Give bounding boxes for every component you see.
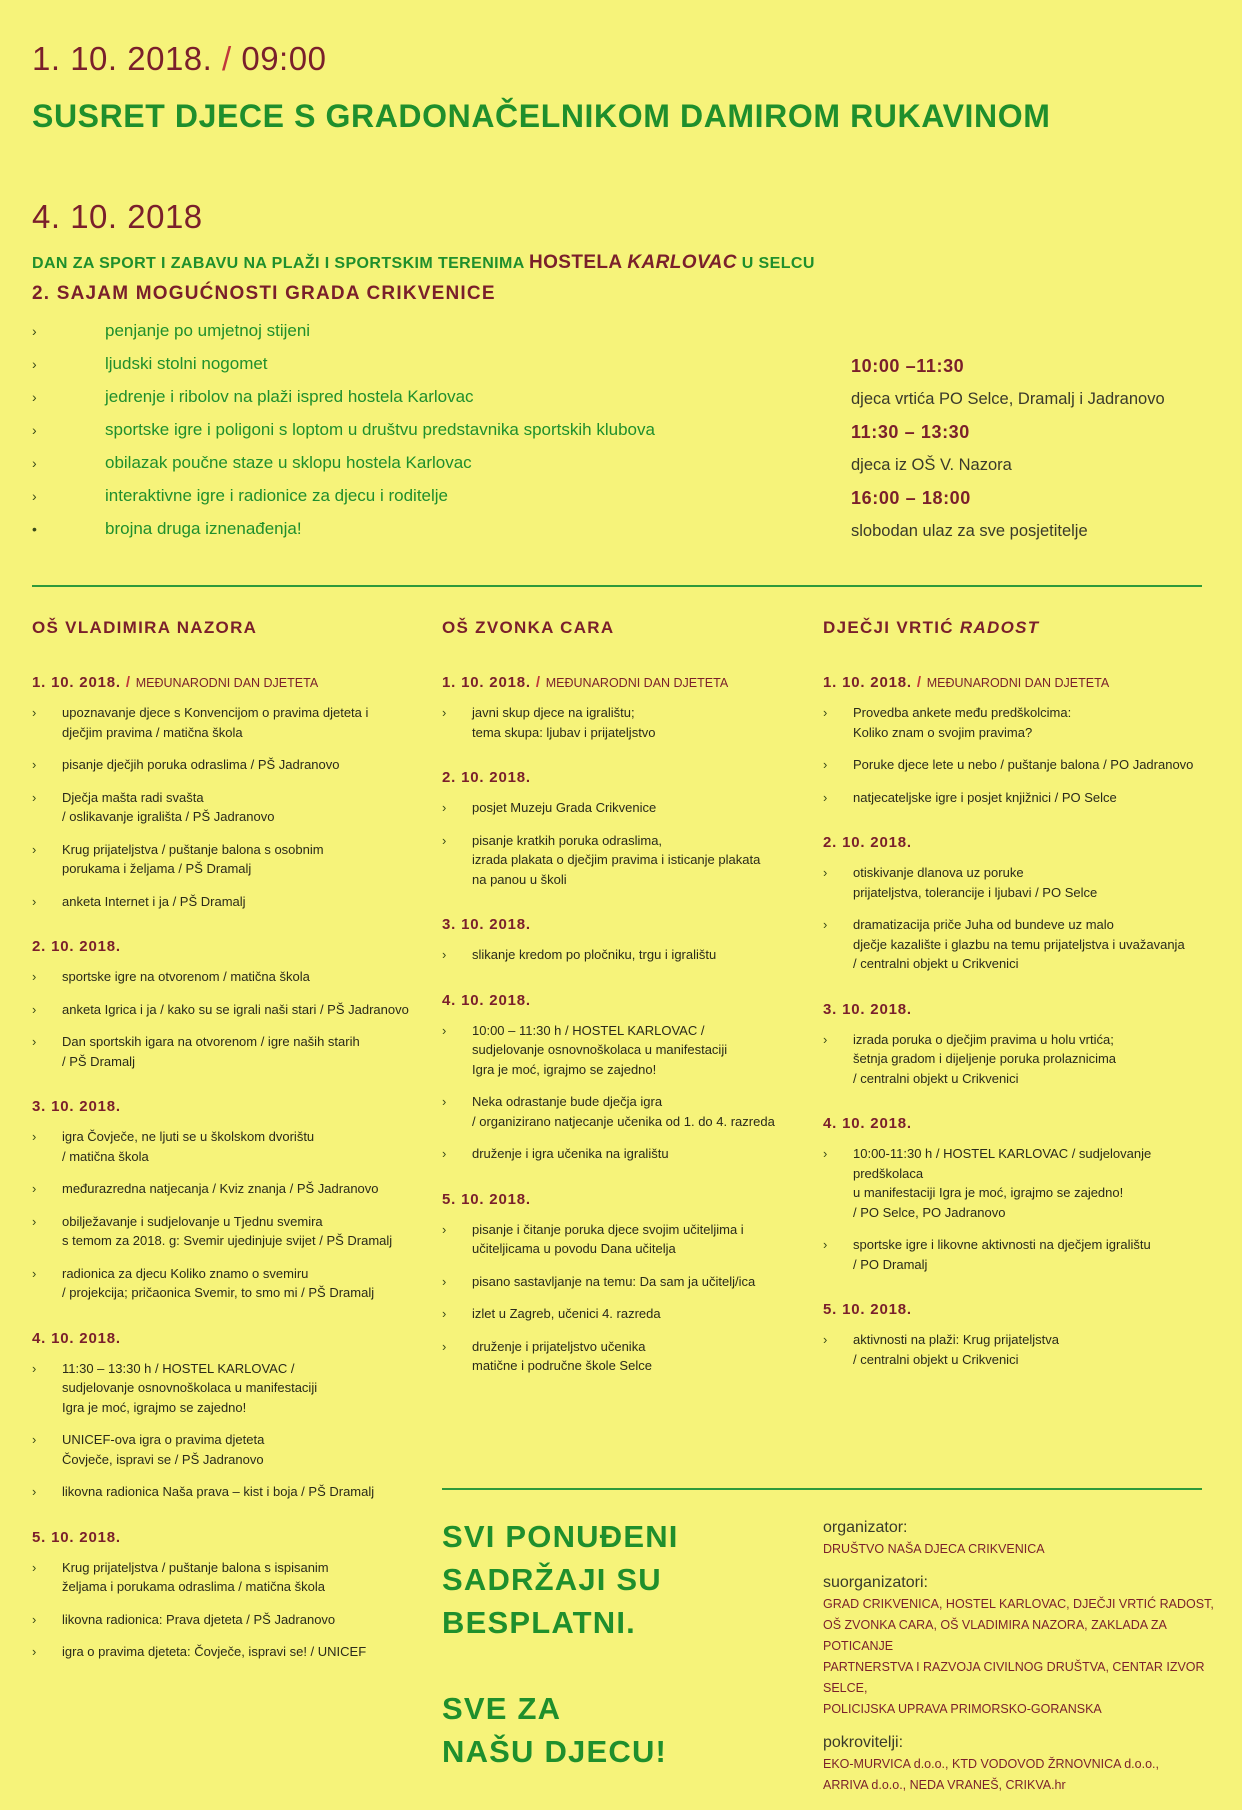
program-item (823, 1030, 1223, 1089)
column-title-text: OŠ ZVONKA CARA (442, 618, 615, 637)
program-item-text: anketa Internet i ja / PŠ Dramalj (62, 893, 246, 909)
program-item-text: 10:00-11:30 h / HOSTEL KARLOVAC / sudjelovanje predškolaca u manifestaciji Igra je moć, igrajmo se zajedno! / PO Selce, PO Jadranovo (853, 1146, 1152, 1220)
program-item (32, 1359, 409, 1418)
chevron-right-icon: › (32, 841, 37, 857)
slash-separator: / (125, 674, 131, 691)
day-subtitle: MEĐUNARODNI DAN DJETETA (135, 676, 319, 690)
program-item-text: upoznavanje djece s Konvencijom o pravima djeteta i dječjim pravima / matična škola (62, 705, 369, 740)
activity-item (32, 380, 655, 413)
program-item-text: 11:30 – 13:30 h / HOSTEL KARLOVAC / sudjelovanje osnovnoškolaca u manifestaciji Igra je moć, igrajmo se zajedno! (62, 1360, 318, 1415)
schedule-time: 10:00 –11:30 (851, 356, 965, 376)
program-item (442, 1144, 775, 1164)
chevron-right-icon: › (32, 1432, 37, 1447)
organizers-block (823, 1519, 1223, 1810)
bullet-icon: › (32, 322, 37, 339)
chevron-right-icon: › (823, 1146, 828, 1161)
program-item (442, 703, 775, 742)
program-item (32, 1000, 409, 1020)
program-item (32, 1642, 409, 1662)
program-item (32, 967, 409, 987)
day-date: 2. 10. 2018. (32, 938, 121, 955)
program-item (823, 863, 1223, 902)
chevron-right-icon: › (442, 832, 447, 848)
day-date: 5. 10. 2018. (32, 1528, 121, 1546)
column-os-zvonka-cara (442, 618, 802, 1373)
program-item-text: posjet Muzeju Grada Crikvenice (472, 800, 657, 815)
bullet-icon: • (32, 520, 37, 537)
day-date: 1. 10. 2018. (442, 674, 531, 691)
day-heading (32, 674, 409, 691)
chevron-right-icon: › (32, 1611, 37, 1627)
schedule-block (851, 350, 1221, 548)
program-item (823, 1235, 1223, 1274)
activity-text: penjanje po umjetnoj stijeni (105, 320, 311, 340)
chevron-right-icon: › (32, 1644, 37, 1659)
day-date: 5. 10. 2018. (823, 1301, 912, 1318)
program-item-text: Provedba ankete među predškolcima: Koliko znam o svojim pravima? (853, 705, 1072, 740)
day-date: 5. 10. 2018. (442, 1190, 531, 1208)
chevron-right-icon: › (32, 1034, 37, 1049)
chevron-right-icon: › (32, 893, 37, 909)
program-item (32, 1264, 409, 1303)
day-heading (32, 938, 409, 955)
chevron-right-icon: › (823, 1332, 828, 1347)
day-date: 4. 10. 2018. (442, 991, 531, 1009)
chevron-right-icon: › (442, 1306, 447, 1321)
day-date: 4. 10. 2018. (823, 1115, 912, 1132)
day-gap (442, 1177, 775, 1191)
program-item (32, 1179, 409, 1199)
chevron-right-icon: › (823, 917, 828, 932)
program-item (32, 755, 409, 775)
day-date: 3. 10. 2018. (442, 916, 531, 933)
program-item (32, 1032, 409, 1071)
program-item (823, 755, 1223, 775)
event-date-2: 4. 10. 2018 (32, 198, 203, 235)
activity-text: sportske igre i poligoni s loptom u društvu predstavnika sportskih klubova (105, 419, 655, 439)
chevron-right-icon: › (32, 789, 37, 805)
bullet-icon: › (32, 388, 37, 405)
day-date: 3. 10. 2018. (823, 1000, 912, 1018)
schedule-time: 11:30 – 13:30 (851, 422, 970, 442)
program-item-text: anketa Igrica i ja / kako su se igrali naši stari / PŠ Jadranovo (62, 1001, 409, 1017)
activity-item (32, 479, 655, 512)
program-item (442, 831, 775, 890)
program-item-text: pisanje dječjih poruka odraslima / PŠ Jadranovo (62, 757, 340, 772)
activity-item (32, 413, 655, 446)
coorganizers-text: GRAD CRIKVENICA, HOSTEL KARLOVAC, DJEČJI VRTIĆ RADOST, OŠ ZVONKA CARA, OŠ VLADIMIRA NAZORA, ZAKLADA ZA POTICANJE PARTNERSTVA I RAZVOJA CIVILNOG DRUŠTVA, CENTAR IZVOR SELCE, POLICIJSKA UPRAVA PRIMORSKO-GORANSKA (823, 1597, 1214, 1716)
bullet-icon: › (32, 355, 37, 372)
program-item (32, 1127, 409, 1166)
day-heading (442, 1191, 775, 1208)
chevron-right-icon: › (823, 789, 828, 805)
chevron-right-icon: › (823, 757, 828, 772)
program-item-text: aktivnosti na plaži: Krug prijateljstva / centralni objekt u Crikvenici (853, 1332, 1059, 1367)
program-item-text: pisanje kratkih poruka odraslima, izrada plakata o dječjim pravima i isticanje plakata na panou u školi (472, 832, 761, 887)
program-item (32, 1558, 409, 1597)
chevron-right-icon: › (442, 1022, 447, 1038)
program-item (32, 1212, 409, 1251)
program-item-text: UNICEF-ova igra o pravima djeteta Čovječe, ispravi se / PŠ Jadranovo (62, 1432, 265, 1467)
program-item-text: likovna radionica Naša prava – kist i boja / PŠ Dramalj (62, 1484, 375, 1499)
program-item-text: Dan sportskih igara na otvorenom / igre naših starih / PŠ Dramalj (62, 1034, 360, 1069)
program-item (442, 1220, 775, 1259)
column-djecji-vrtic-radost (823, 618, 1223, 1367)
program-item (32, 1610, 409, 1630)
chevron-right-icon: › (442, 947, 447, 962)
day-gap (823, 1101, 1223, 1115)
program-item-text: sportske igre i likovne aktivnosti na dječjem igralištu / PO Dramalj (853, 1237, 1151, 1272)
day-heading (32, 1330, 409, 1347)
program-item-text: obilježavanje i sudjelovanje u Tjednu svemira s temom za 2018. g: Svemir ujedinjuje svijet / PŠ Dramalj (62, 1213, 393, 1248)
program-item (823, 915, 1223, 974)
activity-text: obilazak poučne staze u sklopu hostela Karlovac (105, 452, 472, 472)
day-gap (32, 1316, 409, 1330)
activity-list (32, 314, 655, 545)
day-date: 3. 10. 2018. (32, 1098, 121, 1115)
activity-item (32, 347, 655, 380)
program-item-text: Neka odrastanje bude dječja igra / organizirano natjecanje učenika od 1. do 4. razreda (472, 1094, 775, 1129)
activity-text: ljudski stolni nogomet (105, 353, 268, 373)
chevron-right-icon: › (32, 1181, 37, 1196)
day-heading (823, 1301, 1223, 1318)
divider-bottom (442, 1488, 1202, 1490)
program-item-text: 10:00 – 11:30 h / HOSTEL KARLOVAC / sudjelovanje osnovnoškolaca u manifestaciji Igra je moć, igrajmo se zajedno! (472, 1022, 728, 1077)
column-title (32, 618, 412, 648)
day-heading (823, 674, 1223, 691)
day-gap (442, 755, 775, 769)
program-item-text: Krug prijateljstva / puštanje balona s osobnim porukama i željama / PŠ Dramalj (62, 841, 324, 876)
chevron-right-icon: › (32, 1001, 37, 1017)
column-title (442, 618, 802, 648)
day-heading (823, 1001, 1223, 1018)
chevron-right-icon: › (442, 1221, 447, 1237)
activity-item (32, 446, 655, 479)
program-item-text: natjecateljske igre i posjet knjižnici / PO Selce (853, 789, 1117, 805)
day-gap (32, 1084, 409, 1098)
column-title (823, 618, 1223, 648)
program-item (32, 703, 409, 742)
program-item-text: Krug prijateljstva / puštanje balona s ispisanim željama i porukama odraslima / matična škola (62, 1559, 329, 1594)
activity-text: interaktivne igre i radionice za djecu i roditelje (105, 485, 449, 505)
day-heading (442, 769, 775, 786)
day-gap (823, 1287, 1223, 1301)
day-gap (442, 978, 775, 992)
program-item-text: pisanje i čitanje poruka djece svojim učiteljima i učiteljicama u povodu Dana učitelja (472, 1221, 744, 1256)
program-item-text: igra o pravima djeteta: Čovječe, ispravi se! / UNICEF (62, 1644, 367, 1659)
bullet-icon: › (32, 421, 37, 438)
coorganizers-label: suorganizatori: (823, 1574, 928, 1591)
program-item (32, 1482, 409, 1502)
column-os-vladimira-nazora (32, 618, 412, 1659)
chevron-right-icon: › (32, 1265, 37, 1281)
program-item (442, 1092, 775, 1131)
program-item-text: izrada poruka o dječjim pravima u holu vrtića; šetnja gradom i dijeljenje poruka prolaznicima / centralni objekt u Crikvenici (853, 1031, 1117, 1086)
chevron-right-icon: › (442, 1273, 447, 1289)
day-heading (823, 1115, 1223, 1132)
program-item-text: izlet u Zagreb, učenici 4. razreda (472, 1306, 661, 1321)
organizer-label: organizator: (823, 1519, 908, 1536)
day-date: 1. 10. 2018. (823, 674, 912, 691)
program-item (442, 1304, 775, 1324)
chevron-right-icon: › (823, 1031, 828, 1047)
column-entries (823, 674, 1223, 1382)
chevron-right-icon: › (32, 1213, 37, 1229)
column-entries (32, 674, 409, 1675)
bullet-icon: › (32, 454, 37, 471)
bullet-icon: › (32, 487, 37, 504)
program-item-text: otiskivanje dlanova uz poruke prijateljstva, tolerancije i ljubavi / PO Selce (853, 865, 1098, 900)
program-item (442, 1337, 775, 1376)
day-gap (32, 924, 409, 938)
program-item (823, 788, 1223, 808)
slash-separator: / (535, 674, 541, 691)
program-item-text: slikanje kredom po pločniku, trgu i igralištu (472, 947, 717, 962)
divider-top (32, 585, 1202, 587)
program-item (823, 703, 1223, 742)
program-item-text: likovna radionica: Prava djeteta / PŠ Jadranovo (62, 1611, 336, 1627)
event-date-1: 1. 10. 2018. / 09:00 (32, 40, 327, 77)
chevron-right-icon: › (32, 1484, 37, 1499)
column-title-text: DJEČJI VRTIĆ (823, 618, 954, 637)
day-date: 1. 10. 2018. (32, 674, 121, 691)
chevron-right-icon: › (442, 1146, 447, 1161)
sponsors-label: pokrovitelji: (823, 1734, 904, 1751)
day-heading (442, 992, 775, 1009)
day-date: 4. 10. 2018. (32, 1329, 121, 1347)
free-content-slogan: SVI PONUĐENI SADRŽAJI SU BESPLATNI. SVE ZA NAŠU DJECU! (442, 1519, 679, 1769)
chevron-right-icon: › (32, 1360, 37, 1376)
chevron-right-icon: › (823, 1237, 828, 1252)
day-gap (442, 902, 775, 916)
activity-text: brojna druga iznenađenja! (105, 518, 302, 538)
day-gap (32, 1515, 409, 1529)
chevron-right-icon: › (442, 1094, 447, 1109)
program-item-text: Dječja mašta radi svašta / oslikavanje igrališta / PŠ Jadranovo (62, 789, 275, 824)
day-subtitle: MEĐUNARODNI DAN DJETETA (926, 676, 1110, 690)
chevron-right-icon: › (823, 705, 828, 720)
program-item (823, 1144, 1223, 1222)
schedule-desc: slobodan ulaz za sve posjetitelje (851, 522, 1088, 540)
program-item (823, 1330, 1223, 1369)
column-title-text: OŠ VLADIMIRA NAZORA (32, 618, 258, 637)
program-item (442, 1021, 775, 1080)
day-heading (823, 834, 1223, 851)
day-date: 2. 10. 2018. (442, 769, 531, 786)
day-heading (32, 1098, 409, 1115)
chevron-right-icon: › (442, 800, 447, 815)
organizer-text: DRUŠTVO NAŠA DJECA CRIKVENICA (823, 1542, 1045, 1556)
activity-item (32, 512, 655, 545)
program-item (32, 840, 409, 879)
chevron-right-icon: › (32, 705, 37, 720)
program-item-text: druženje i igra učenika na igralištu (472, 1146, 669, 1161)
chevron-right-icon: › (823, 865, 828, 880)
chevron-right-icon: › (32, 1559, 37, 1575)
sponsors-text: EKO-MURVICA d.o.o., KTD VODOVOD ŽRNOVNICA d.o.o., ARRIVA d.o.o., NEDA VRANEŠ, CRIKVA.hr (823, 1757, 1159, 1792)
chevron-right-icon: › (32, 757, 37, 772)
program-item (32, 788, 409, 827)
program-item-text: Poruke djece lete u nebo / puštanje balona / PO Jadranovo (853, 757, 1194, 772)
column-title-italic: RADOST (959, 618, 1040, 637)
chevron-right-icon: › (32, 969, 37, 984)
program-item-text: pisano sastavljanje na temu: Da sam ja učitelj/ica (472, 1273, 756, 1289)
chevron-right-icon: › (32, 1129, 37, 1144)
activity-text: jedrenje i ribolov na plaži ispred hostela Karlovac (105, 386, 474, 406)
event-headline: SUSRET DJECE S GRADONAČELNIKOM DAMIROM RUKAVINOM (32, 98, 1051, 134)
schedule-desc: djeca vrtića PO Selce, Dramalj i Jadranovo (851, 390, 1165, 408)
day-subtitle: MEĐUNARODNI DAN DJETETA (545, 676, 729, 690)
day-gap (823, 820, 1223, 834)
schedule-desc: djeca iz OŠ V. Nazora (851, 456, 1012, 474)
schedule-time: 16:00 – 18:00 (851, 488, 971, 508)
program-item-text: dramatizacija priče Juha od bundeve uz malo dječje kazalište i glazbu na temu prijateljstva i uvažavanja / centralni objekt u Crikvenici (853, 917, 1185, 971)
program-item-text: radionica za djecu Koliko znamo o svemiru / projekcija; pričaonica Svemir, to smo mi / PŠ Dramalj (62, 1265, 375, 1300)
program-item (442, 1272, 775, 1292)
day-heading (32, 1529, 409, 1546)
column-entries (442, 674, 775, 1389)
chevron-right-icon: › (442, 1338, 447, 1354)
program-item (442, 945, 775, 965)
program-item-text: igra Čovječe, ne ljuti se u školskom dvorištu / matična škola (62, 1129, 315, 1164)
day-heading (442, 916, 775, 933)
slash-separator: / (916, 674, 922, 691)
event-subline: DAN ZA SPORT I ZABAVU NA PLAŽI I SPORTSKIM TERENIMA HOSTELA KARLOVAC U SELCU (32, 252, 815, 273)
fair-title: 2. SAJAM MOGUĆNOSTI GRADA CRIKVENICE (32, 283, 496, 304)
day-heading (442, 674, 775, 691)
day-gap (823, 987, 1223, 1001)
program-item-text: sportske igre na otvorenom / matična škola (62, 969, 310, 984)
program-item-text: međurazredna natjecanja / Kviz znanja / PŠ Jadranovo (62, 1181, 379, 1196)
program-item-text: javni skup djece na igralištu; tema skupa: ljubav i prijateljstvo (472, 705, 656, 740)
program-item-text: druženje i prijateljstvo učenika matične i područne škole Selce (472, 1338, 652, 1373)
program-item (32, 1430, 409, 1469)
program-item (32, 892, 409, 912)
chevron-right-icon: › (442, 705, 447, 720)
day-date: 2. 10. 2018. (823, 834, 912, 851)
activity-item (32, 314, 655, 347)
program-item (442, 798, 775, 818)
